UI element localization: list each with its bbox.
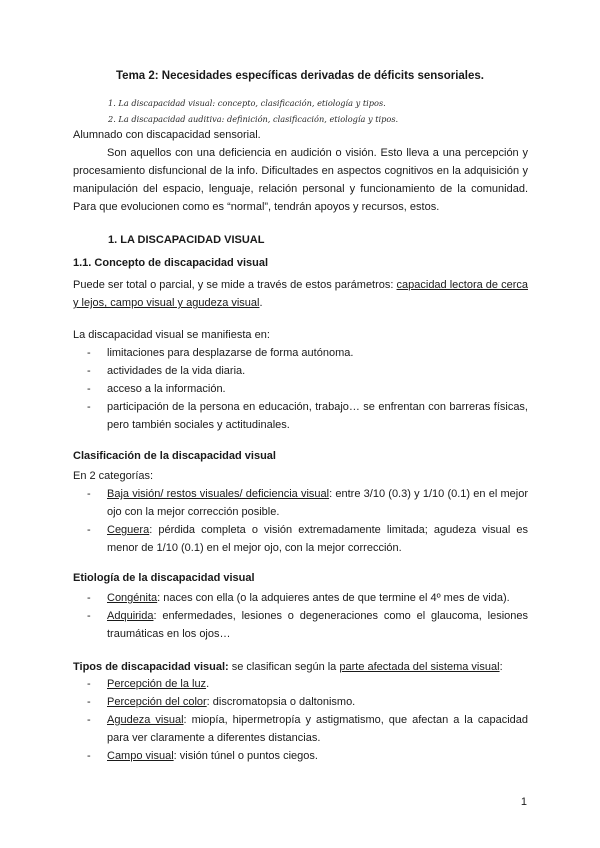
- list-item: - Agudeza visual: miopía, hipermetropía y astigmatismo, que afectan a la capacidad para ver claramente a diferentes distancias.: [73, 711, 528, 747]
- tipos-intro: Tipos de discapacidad visual: se clasifican según la parte afectada del sistema visual:: [73, 661, 503, 673]
- list-item: - Percepción del color: discromatopsia o daltonismo.: [73, 693, 528, 711]
- list-item: - Ceguera: pérdida completa o visión extremadamente limitada; agudeza visual es menor de 1/10 (0.1) en el mejor ojo, con la mejor corrección.: [73, 521, 528, 557]
- clasificacion-heading: Clasificación de la discapacidad visual: [73, 450, 276, 462]
- tipos-heading: Tipos de discapacidad visual:: [73, 661, 229, 673]
- list-item: - participación de la persona en educación, trabajo… se enfrentan con barreras físicas, pero también sociales y actitudinales.: [73, 398, 528, 434]
- etiologia-heading: Etiología de la discapacidad visual: [73, 572, 255, 584]
- intro-paragraph: Son aquellos con una deficiencia en audición o visión. Esto lleva a una percepción y procesamiento disfuncional de la info. Dificultades en aspectos cognitivos en la adquisición y manipulación del espacio, lenguaje, relación personal y funcionamiento de la comunidad. Para que evolucionen como es “normal”, tendrán apoyos y recursos, estos.: [73, 147, 528, 213]
- section-heading: 1. LA DISCAPACIDAD VISUAL: [108, 234, 265, 246]
- list-item: - Percepción de la luz.: [73, 675, 528, 693]
- list-item: - Campo visual: visión túnel o puntos ciegos.: [73, 747, 528, 765]
- outline-item-2: 2. La discapacidad auditiva: definición, clasificación, etiología y tipos.: [108, 114, 399, 124]
- clasificacion-list: [73, 485, 528, 557]
- concepto-paragraph: Puede ser total o parcial, y se mide a través de estos parámetros: capacidad lectora de cerca y lejos, campo visual y agudeza visual.: [73, 279, 529, 309]
- list-item: - Baja visión/ restos visuales/ deficiencia visual: entre 3/10 (0.3) y 1/10 (0.1) en el mejor ojo con la mejor corrección posible.: [73, 485, 528, 521]
- list-item: - limitaciones para desplazarse de forma autónoma.: [73, 344, 528, 362]
- clasificacion-intro: En 2 categorías:: [73, 470, 154, 482]
- tipos-list: [73, 675, 528, 765]
- document-title: Tema 2: Necesidades específicas derivadas de déficits sensoriales.: [116, 70, 484, 82]
- intro-heading: Alumnado con discapacidad sensorial.: [73, 129, 261, 141]
- list-item: - Adquirida: enfermedades, lesiones o degeneraciones como el glaucoma, lesiones traumáticas en los ojos…: [73, 607, 528, 643]
- manifiesta-list: [73, 344, 528, 434]
- page-number: 1: [520, 796, 527, 808]
- etiologia-list: [73, 589, 528, 643]
- list-item: - actividades de la vida diaria.: [73, 362, 528, 380]
- concepto-parameters: capacidad lectora de cerca y lejos, campo visual y agudeza visual: [73, 279, 529, 309]
- manifiesta-intro: La discapacidad visual se manifiesta en:: [73, 329, 270, 341]
- concepto-heading: 1.1. Concepto de discapacidad visual: [73, 257, 269, 269]
- list-item: - acceso a la información.: [73, 380, 528, 398]
- list-item: - Congénita: naces con ella (o la adquieres antes de que termine el 4º mes de vida).: [73, 589, 528, 607]
- outline-item-1: 1. La discapacidad visual: concepto, clasificación, etiología y tipos.: [108, 98, 386, 108]
